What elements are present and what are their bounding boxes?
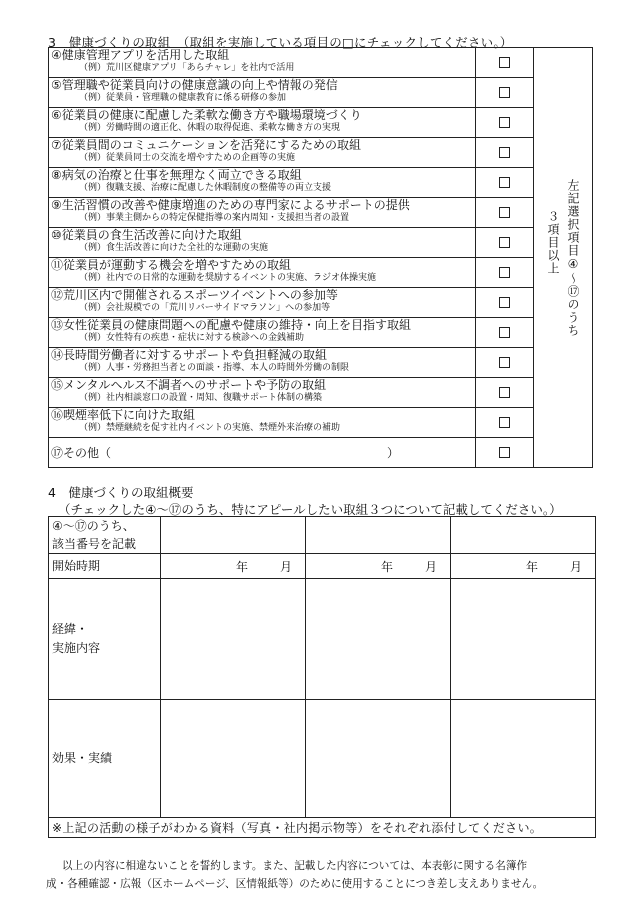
pledge-text bbox=[48, 857, 543, 893]
year-label: 年 bbox=[235, 559, 248, 574]
details-input-2[interactable] bbox=[306, 579, 451, 700]
initiative-checkbox[interactable] bbox=[499, 117, 510, 128]
initiative-checkbox-cell bbox=[476, 138, 534, 168]
details-label-line1: 経緯・ bbox=[52, 622, 89, 636]
initiative-checkbox[interactable] bbox=[499, 147, 510, 158]
initiative-label: ④健康管理アプリを活用した取組 bbox=[51, 48, 230, 62]
initiative-item-15 bbox=[49, 378, 476, 408]
details-input-3[interactable] bbox=[451, 579, 596, 700]
initiative-checkbox[interactable] bbox=[499, 237, 510, 248]
initiative-checkbox[interactable] bbox=[499, 57, 510, 68]
initiative-item-12 bbox=[49, 288, 476, 318]
section3-title: 3 健康づくりの取組 （取組を実施している項目の□にチェックしてください。） bbox=[48, 35, 513, 50]
details-input-1[interactable] bbox=[161, 579, 306, 700]
initiative-checkbox[interactable] bbox=[499, 267, 510, 278]
initiative-item-17 bbox=[49, 438, 476, 468]
initiative-example: （例）社内相談窓口の設置・周知、復職サポート体制の構築 bbox=[79, 393, 323, 403]
attachment-note: ※上記の活動の様子がわかる資料（写真・社内掲示物等）をそれぞれ添付してください。 bbox=[49, 818, 596, 838]
initiative-checkbox-cell bbox=[476, 348, 534, 378]
initiative-example: （例）会社規模での「荒川リバーサイドマラソン」への参加等 bbox=[79, 303, 331, 313]
initiative-item-11 bbox=[49, 258, 476, 288]
item-number-input-1[interactable] bbox=[161, 517, 306, 554]
initiative-label: ⑪従業員が運動する機会を増やすための取組 bbox=[51, 258, 292, 272]
initiative-item-6 bbox=[49, 108, 476, 138]
initiative-item-8 bbox=[49, 168, 476, 198]
initiative-example: （例）労働時間の適正化、休暇の取得促進、柔軟な働き方の実現 bbox=[79, 123, 341, 133]
initiative-example: （例）食生活改善に向けた全社的な運動の実施 bbox=[79, 243, 269, 253]
initiative-checkbox-cell bbox=[476, 378, 534, 408]
initiative-checkbox-cell bbox=[476, 168, 534, 198]
selection-requirement-note bbox=[534, 48, 593, 468]
initiative-label: ⑦従業員間のコミュニケーションを活発にするための取組 bbox=[51, 138, 362, 152]
initiative-example: （例）禁煙継続を促す社内イベントの実施、禁煙外来治療の補助 bbox=[79, 423, 341, 433]
section4-subtitle: （チェックした④～⑰のうち、特にアピールしたい取組３つについて記載してください。） bbox=[58, 502, 562, 517]
month-label: 月 bbox=[424, 559, 437, 574]
pledge-line-2: 成・各種確認・広報（区ホームページ、区情報紙等）のために使用することにつき差し支えありません。 bbox=[46, 878, 544, 890]
initiative-item-14 bbox=[49, 348, 476, 378]
initiative-example: （例）事業主側からの特定保健指導の案内周知・支援担当者の設置 bbox=[79, 213, 350, 223]
initiative-item-7 bbox=[49, 138, 476, 168]
initiative-checkbox-cell bbox=[476, 258, 534, 288]
initiative-label: ⑫荒川区内で開催されるスポーツイベントへの参加等 bbox=[51, 288, 338, 302]
requirement-note-a: 左記選択項目④～⑰のうち bbox=[566, 178, 580, 337]
initiative-example: （例）復職支援、治療に配慮した休暇制度の整備等の両立支援 bbox=[79, 183, 332, 193]
results-input-1[interactable] bbox=[161, 700, 306, 818]
initiative-item-10 bbox=[49, 228, 476, 258]
month-label: 月 bbox=[279, 559, 292, 574]
initiative-checkbox[interactable] bbox=[499, 87, 510, 98]
initiative-checkbox-cell bbox=[476, 318, 534, 348]
initiative-example: （例）女性特有の疾患・症状に対する検診への金銭補助 bbox=[79, 333, 305, 343]
initiative-checkbox[interactable] bbox=[499, 447, 510, 458]
details-label-line2: 実施内容 bbox=[52, 641, 101, 655]
row-label-details bbox=[49, 579, 161, 700]
initiative-label: ⑥従業員の健康に配慮した柔軟な働き方や職場環境づくり bbox=[51, 108, 362, 122]
initiative-checkbox[interactable] bbox=[499, 417, 510, 428]
initiative-item-16 bbox=[49, 408, 476, 438]
section4-title: 4 健康づくりの取組概要 bbox=[48, 485, 194, 500]
initiative-checkbox[interactable] bbox=[499, 177, 510, 188]
initiative-label: ⑯喫煙率低下に向けた取組 bbox=[51, 408, 196, 422]
initiative-example: （例）荒川区健康アプリ「あらチャレ」を社内で活用 bbox=[79, 63, 295, 73]
initiative-checkbox-cell bbox=[476, 198, 534, 228]
item-number-label-line1: ④～⑰のうち、 bbox=[52, 519, 135, 533]
initiative-checkbox-cell bbox=[476, 108, 534, 138]
initiative-checkbox-cell bbox=[476, 288, 534, 318]
initiative-label: ⑧病気の治療と仕事を無理なく両立できる取組 bbox=[51, 168, 302, 182]
initiative-example: （例）人事・労務担当者との面談・指導、本人の時間外労働の制限 bbox=[79, 363, 350, 373]
month-label: 月 bbox=[569, 559, 582, 574]
year-label: 年 bbox=[380, 559, 393, 574]
initiative-item-9 bbox=[49, 198, 476, 228]
initiative-label: ⑩従業員の食生活改善に向けた取組 bbox=[51, 228, 242, 242]
initiative-item-4 bbox=[49, 48, 476, 78]
item-number-input-2[interactable] bbox=[306, 517, 451, 554]
results-input-2[interactable] bbox=[306, 700, 451, 818]
row-label-start-date: 開始時期 bbox=[49, 554, 161, 579]
initiative-checkbox[interactable] bbox=[499, 387, 510, 398]
requirement-note-b: ３項目以上 bbox=[546, 210, 560, 275]
item-number-input-3[interactable] bbox=[451, 517, 596, 554]
initiative-checkbox[interactable] bbox=[499, 297, 510, 308]
pledge-line-1: 以上の内容に相違ないことを誓約します。また、記載した内容については、本表彰に関する名簿作 bbox=[62, 860, 528, 872]
initiative-checkbox[interactable] bbox=[499, 327, 510, 338]
item-number-label-line2: 該当番号を記載 bbox=[52, 537, 137, 551]
start-date-input-2[interactable] bbox=[306, 554, 451, 579]
initiative-example: （例）従業員同士の交流を増やすための企画等の実施 bbox=[79, 153, 296, 163]
initiative-checkbox[interactable] bbox=[499, 207, 510, 218]
initiative-item-5 bbox=[49, 78, 476, 108]
initiative-checkbox-cell bbox=[476, 48, 534, 78]
initiative-label: ⑮メンタルヘルス不調者へのサポートや予防の取組 bbox=[51, 378, 327, 392]
start-date-input-1[interactable] bbox=[161, 554, 306, 579]
section3-table bbox=[48, 47, 593, 468]
initiative-label: ⑬女性従業員の健康問題への配慮や健康の維持・向上を目指す取組 bbox=[51, 318, 412, 332]
initiative-example: （例）社内での日常的な運動を奨励するイベントの実施、ラジオ体操実施 bbox=[79, 273, 377, 283]
initiative-checkbox[interactable] bbox=[499, 357, 510, 368]
year-label: 年 bbox=[525, 559, 538, 574]
row-label-results: 効果・実績 bbox=[49, 700, 161, 818]
start-date-input-3[interactable] bbox=[451, 554, 596, 579]
initiative-label: ⑨生活習慣の改善や健康増進のための専門家によるサポートの提供 bbox=[51, 198, 410, 212]
section4-table bbox=[48, 516, 596, 838]
initiative-item-13 bbox=[49, 318, 476, 348]
initiative-label: ⑭長時間労働者に対するサポートや負担軽減の取組 bbox=[51, 348, 328, 362]
results-input-3[interactable] bbox=[451, 700, 596, 818]
initiative-checkbox-cell bbox=[476, 438, 534, 468]
initiative-label: ⑰その他（ ） bbox=[51, 445, 400, 460]
initiative-checkbox-cell bbox=[476, 78, 534, 108]
initiative-checkbox-cell bbox=[476, 228, 534, 258]
initiative-checkbox-cell bbox=[476, 408, 534, 438]
initiative-label: ⑤管理職や従業員向けの健康意識の向上や情報の発信 bbox=[51, 78, 338, 92]
row-label-item-number bbox=[49, 517, 161, 554]
initiative-example: （例）従業員・管理職の健康教育に係る研修の参加 bbox=[79, 93, 287, 103]
